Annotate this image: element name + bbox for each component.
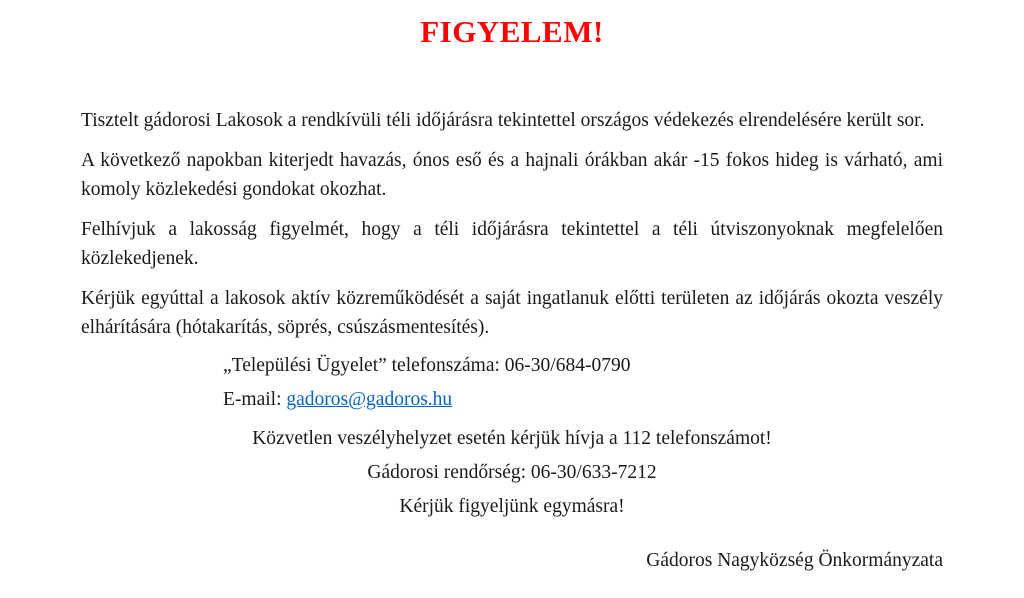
notice-document <box>0 14 1024 598</box>
paragraph-road-conditions: Felhívjuk a lakosság figyelmét, hogy a téli időjárásra tekintettel a téli útviszonyoknak megfelelően közlekedjenek. <box>81 219 943 269</box>
email-line <box>81 383 943 417</box>
page-title: FIGYELEM! <box>420 14 604 49</box>
paragraph-intro: Tisztelt gádorosi Lakosok a rendkívüli téli időjárásra tekintettel országos védekezés elrendelésére került sor. <box>81 110 925 131</box>
centered-lines-group <box>81 422 943 524</box>
email-label: E-mail: <box>223 389 287 410</box>
paragraph-resident-cooperation: Kérjük egyúttal a lakosok aktív közreműködését a saját ingatlanuk előtti területen az időjárás okozta veszély elhárítására (hótakarítás, söprés, csúszásmentesítés). <box>81 288 943 338</box>
emergency-112-line: Közvetlen veszélyhelyzet esetén kérjük hívja a 112 telefonszámot! <box>252 428 772 449</box>
paragraph-weather-warning: A következő napokban kiterjedt havazás, ónos eső és a hajnali órákban akár -15 fokos hideg is várható, ami komoly közlekedési gondokat okozhat. <box>81 150 943 200</box>
closing-appeal-line: Kérjük figyeljünk egymásra! <box>399 496 625 517</box>
duty-phone-line: „Települési Ügyelet” telefonszáma: 06-30/684-0790 <box>223 355 631 376</box>
police-phone-line: Gádorosi rendőrség: 06-30/633-7212 <box>367 462 657 483</box>
body-text-block <box>81 106 943 342</box>
email-link[interactable]: gadoros@gadoros.hu <box>286 389 453 410</box>
contact-block <box>81 349 943 524</box>
signature: Gádoros Nagyközség Önkormányzata <box>646 550 943 571</box>
